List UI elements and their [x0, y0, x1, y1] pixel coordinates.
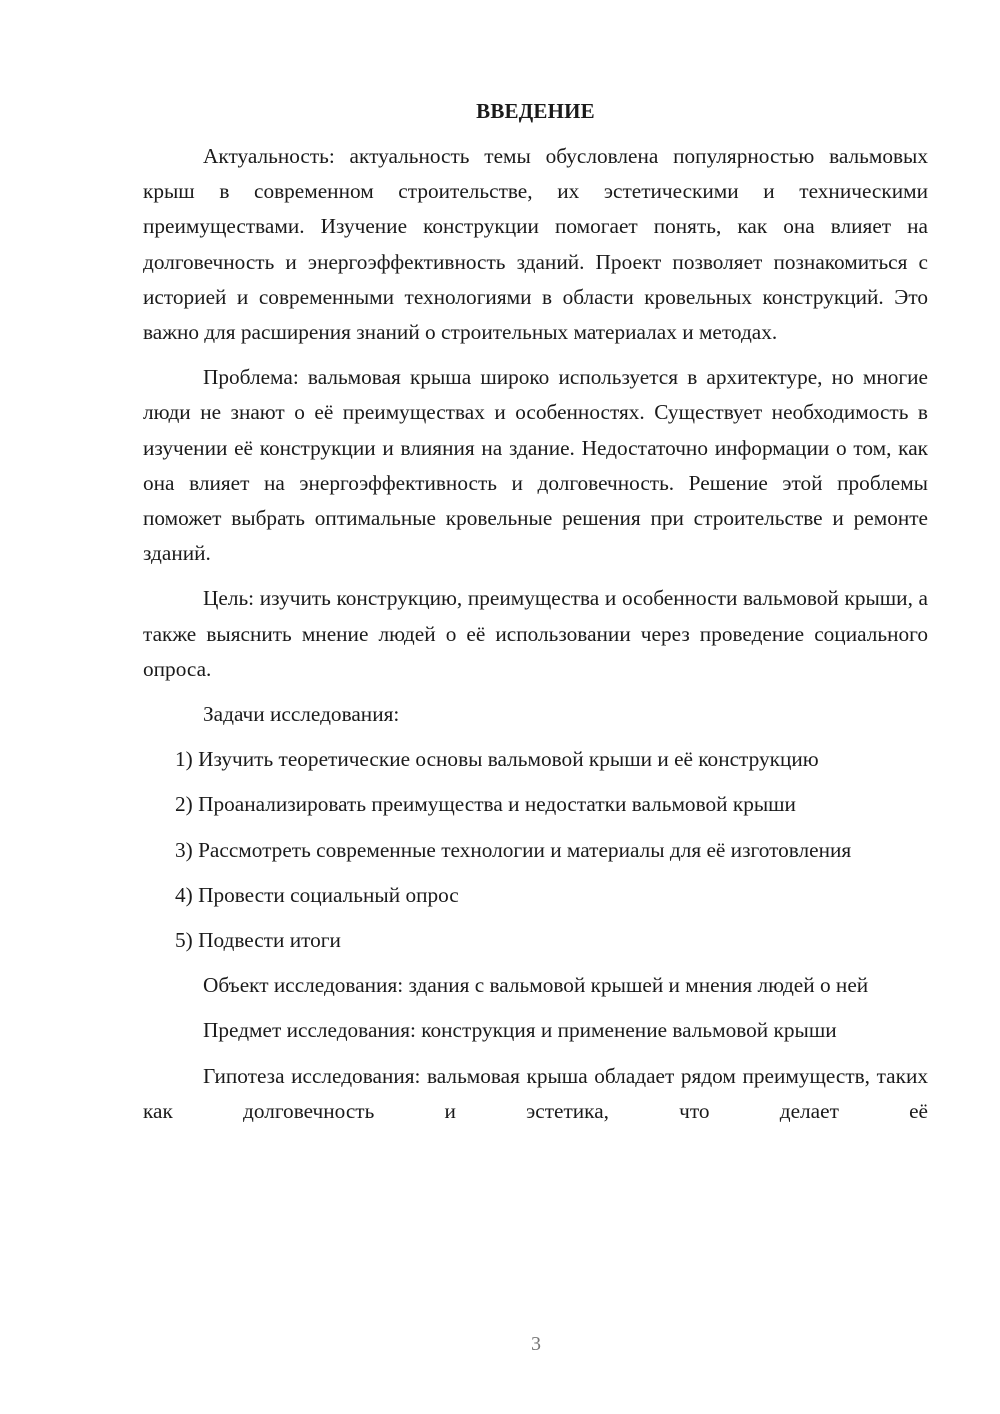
- paragraph-subject: Предмет исследования: конструкция и применение вальмовой крыши: [203, 1018, 837, 1043]
- page-number: 3: [531, 1333, 541, 1355]
- paragraph-problem: Проблема: вальмовая крыша широко используется в архитектуре, но многие люди не знают о её преимуществах и особенностях. Существует необходимость в изучении её конструкции и влияния на здание. Недостаточно информации о том, как она влияет на энергоэффективность и долговечность. Решение этой проблемы поможет выбрать оптимальные кровельные решения при строительстве и ремонте зданий.: [143, 365, 928, 566]
- paragraph-goal: Цель: изучить конструкцию, преимущества и особенности вальмовой крыши, а также выяснить мнение людей о её использовании через проведение социального опроса.: [143, 586, 928, 681]
- paragraph-hypothesis: Гипотеза исследования: вальмовая крыша обладает рядом преимуществ, таких как долговечность и эстетика, что делает её: [143, 1063, 928, 1123]
- page-title: ВВЕДЕНИЕ: [476, 99, 595, 123]
- task-item-5: 5) Подвести итоги: [175, 928, 341, 953]
- task-item-2: 2) Проанализировать преимущества и недостатки вальмовой крыши: [175, 792, 796, 817]
- task-item-4: 4) Провести социальный опрос: [175, 882, 459, 907]
- task-item-3: 3) Рассмотреть современные технологии и материалы для её изготовления: [175, 837, 852, 862]
- document-page: [143, 94, 928, 1139]
- task-item-1: 1) Изучить теоретические основы вальмовой крыши и её конструкцию: [175, 747, 819, 772]
- paragraph-tasks-heading: Задачи исследования:: [203, 702, 400, 727]
- paragraph-relevance: Актуальность: актуальность темы обусловлена популярностью вальмовых крыш в современном строительстве, их эстетическими и техническими преимуществами. Изучение конструкции помогает понять, как она влияет на долговечность и энергоэффективность зданий. Проект позволяет познакомиться с историей и современными технологиями в области кровельных конструкций. Это важно для расширения знаний о строительных материалах и методах.: [143, 144, 928, 345]
- paragraph-object: Объект исследования: здания с вальмовой крышей и мнения людей о ней: [203, 973, 869, 998]
